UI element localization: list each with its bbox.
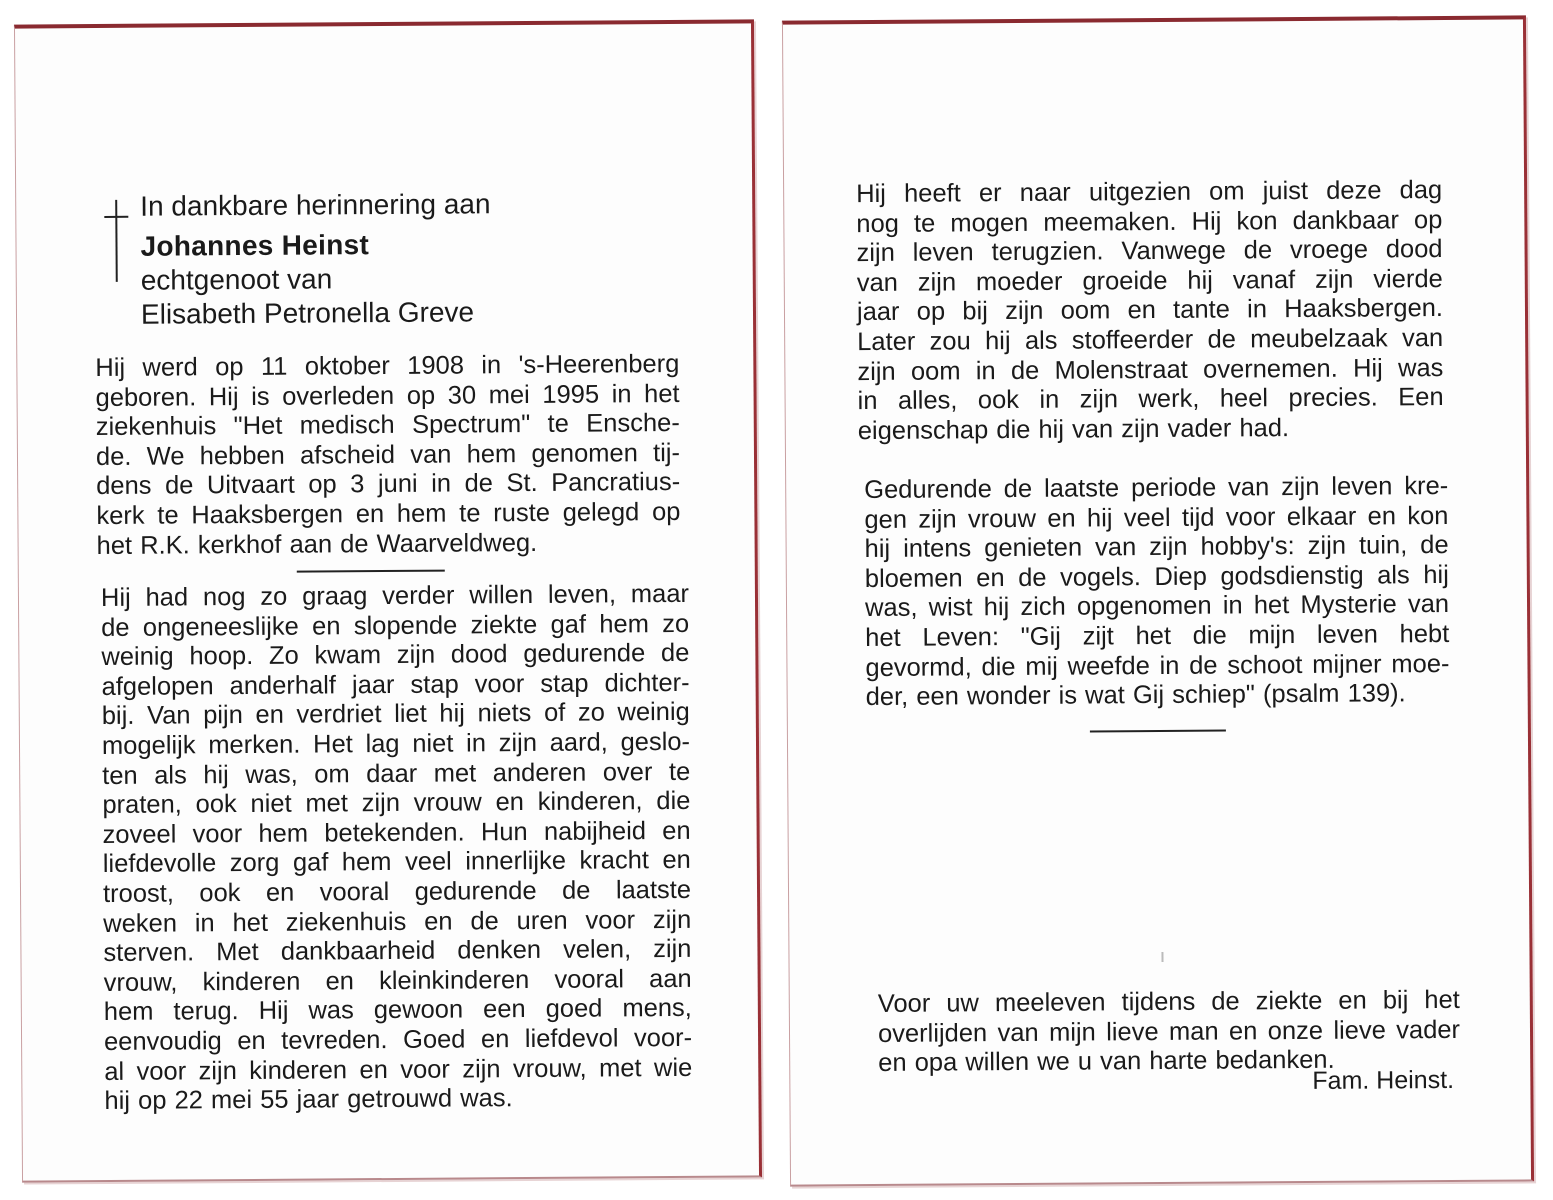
text-line: eenvoudig en tevreden. Goed en liefdevol voor-: [103, 1023, 693, 1056]
text-line: vrouw, kinderen en kleinkinderen vooral aan: [103, 964, 692, 997]
text-line: mogelijk merken. Het lag niet in zijn aard, geslo-: [101, 727, 691, 760]
text-line: de ongeneeslijke en slopende ziekte gaf hem zo: [101, 609, 690, 642]
spouse-name: Elisabeth Petronella Greve: [140, 296, 475, 330]
text-line: en opa willen we u van harte bedanken.: [878, 1045, 1335, 1078]
text-line: kerk te Haaksbergen en hem te ruste gelegd op: [96, 497, 681, 531]
header-intro: In dankbare herinnering aan: [140, 188, 491, 222]
text-line: afgelopen anderhalf jaar stap voor stap dichter-: [101, 668, 690, 701]
text-line: gevormd, die mij weefde in de schoot mijner moe-: [865, 649, 1450, 682]
deceased-name: Johannes Heinst: [140, 229, 370, 262]
text-line: weken in het ziekenhuis en de uren voor zijn: [103, 905, 692, 938]
memorial-card-right: [782, 15, 1534, 1186]
text-line: Voor uw meeleven tijdens de ziekte en bij het: [877, 985, 1460, 1018]
text-line: nog te mogen meemaken. Hij kon dankbaar op: [856, 205, 1443, 238]
text-line: liefdevolle zorg gaf hem veel innerlijke kracht en: [102, 846, 691, 879]
text-line: zijn oom in de Molenstraat overnemen. Hij was: [857, 353, 1444, 386]
text-line: dens de Uitvaart op 3 juni in de St. Pancratius-: [96, 468, 681, 501]
text-line: ten als hij was, om daar met anderen over te: [102, 757, 691, 790]
text-line: Hij had nog zo graag verder willen leven, maar: [100, 579, 690, 613]
life-paragraph: [856, 176, 1444, 446]
text-line: van zijn moeder groeide hij vanaf zijn vierde: [856, 264, 1443, 297]
biography-paragraph: [95, 350, 680, 561]
text-line: zoveel voor hem betekenden. Hun nabijheid en: [102, 816, 691, 849]
text-line: ziekenhuis "Het medisch Spectrum" te Ensche-: [95, 409, 680, 442]
family-signature: Fam. Heinst.: [1312, 1065, 1455, 1095]
text-line: Gedurende de laatste periode van zijn leven kre-: [864, 471, 1449, 505]
text-line: bij. Van pijn en verdriet liet hij niets of zo weinig: [101, 698, 690, 731]
text-line: sterven. Met dankbaarheid denken velen, zijn: [103, 935, 692, 968]
memorial-header: [140, 187, 491, 331]
memorial-card-left: [14, 19, 762, 1182]
text-line: al voor zijn kinderen en voor zijn vrouw, met wie: [104, 1053, 693, 1086]
divider-line: [297, 570, 445, 573]
text-line: zijn leven terugzien. Vanwege de vroege dood: [856, 235, 1443, 268]
cross-icon: [104, 200, 129, 282]
relation-text: echtgenoot van: [140, 263, 333, 296]
text-line: weinig hoop. Zo kwam zijn dood gedurende de: [101, 639, 690, 672]
text-line: bloemen en de vogels. Diep godsdienstig als hij: [864, 560, 1449, 593]
text-line: in alles, ook in zijn werk, heel precies. Een: [857, 383, 1444, 416]
text-line: was, wist hij zich opgenomen in het Mysterie van: [864, 590, 1450, 623]
text-line: de. We hebben afscheid van hem genomen tij-: [95, 438, 681, 471]
text-line: hem terug. Hij was gewoon een goed mens,: [103, 994, 692, 1027]
text-line: het R.K. kerkhof aan de Waarveldweg.: [96, 528, 538, 560]
text-line: hij intens genieten van zijn hobby's: zijn tuin, de: [864, 531, 1449, 564]
text-line: praten, ook niet met zijn vrouw en kinderen, die: [102, 787, 691, 820]
illness-paragraph: [101, 580, 693, 1117]
thanks-paragraph: [878, 986, 1461, 1079]
text-line: Hij heeft er naar uitgezien om juist deze dag: [856, 176, 1443, 209]
divider-line: [1090, 730, 1226, 733]
text-line: het Leven: "Gij zijt het die mijn leven hebt: [865, 619, 1450, 653]
faith-paragraph: [864, 472, 1450, 713]
text-line: hij op 22 mei 55 jaar getrouwd was.: [104, 1084, 513, 1116]
text-line: eigenschap die hij van zijn vader had.: [857, 413, 1290, 445]
text-line: gen zijn vrouw en hij veel tijd voor elkaar en kon: [864, 501, 1449, 534]
text-line: Later zou hij als stoffeerder de meubelzaak van: [857, 323, 1444, 357]
text-line: geboren. Hij is overleden op 30 mei 1995 in het: [95, 379, 680, 412]
print-speck: [1161, 952, 1163, 962]
text-line: der, een wonder is wat Gij schiep" (psalm 139).: [865, 679, 1406, 712]
text-line: overlijden van mijn lieve man en onze lieve vader: [877, 1015, 1461, 1048]
text-line: Hij werd op 11 oktober 1908 in 's-Heerenberg: [95, 349, 680, 383]
text-line: troost, ook en vooral gedurende de laatste: [102, 875, 692, 908]
text-line: jaar op bij zijn oom en tante in Haaksbergen.: [856, 294, 1444, 327]
